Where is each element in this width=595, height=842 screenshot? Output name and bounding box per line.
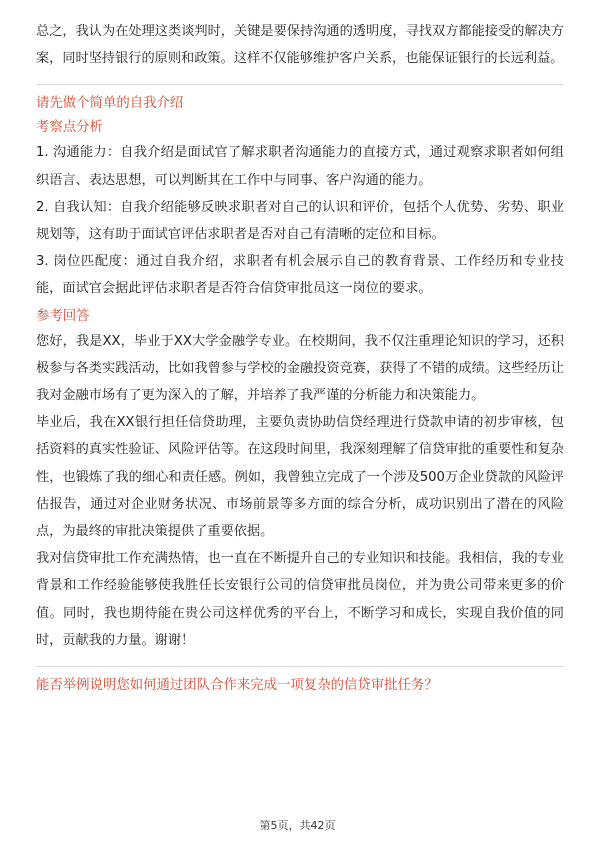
analysis-item: 3. 岗位匹配度：通过自我介绍，求职者有机会展示自己的教育背景、工作经历和专业技能，面试官会据此评估求职者是否符合信贷审批员这一岗位的要求。 bbox=[36, 254, 564, 297]
intro-paragraph: 总之，我认为在处理这类谈判时，关键是要保持沟通的透明度，寻找双方都能接受的解决方案，同时坚持银行的原则和政策。这样不仅能够维护客户关系，也能保证银行的长远利益。 bbox=[36, 24, 564, 67]
analysis-item: 2. 自我认知：自我介绍能够反映求职者对自己的认识和评价，包括个人优势、劣势、职业规划等，这有助于面试官评估求职者是否对自己有清晰的定位和目标。 bbox=[36, 199, 564, 243]
section-divider bbox=[36, 84, 564, 85]
answer-paragraph: 毕业后，我在XX银行担任信贷助理，主要负责协助信贷经理进行贷款申请的初步审核，包括资料的真实性验证、风险评估等。在这段时间里，我深刻理解了信贷审批的重要性和复杂性，也锻炼了我的细心和责任感。例如，我曾独立完成了一个涉及500万企业贷款的风险评估报告，通过对企业财务状况、市场前景等多方面的综合分析，成功识别出了潜在的风险点，为最终的审批决策提供了重要依据。 bbox=[36, 415, 564, 540]
page-footer: 第5页，共42页 bbox=[259, 819, 336, 832]
section-divider bbox=[36, 666, 564, 667]
answer-paragraph: 您好，我是XX，毕业于XX大学金融学专业。在校期间，我不仅注重理论知识的学习，还积极参与各类实践活动，比如我曾参与学校的金融投资竞赛，获得了不错的成绩。这些经历让我对金融市场有了更为深入的了解，并培养了我严谨的分析能力和决策能力。 bbox=[36, 333, 564, 404]
answer-paragraph: 我对信贷审批工作充满热情，也一直在不断提升自己的专业知识和技能。我相信，我的专业背景和工作经验能够使我胜任长安银行公司的信贷审批员岗位，并为贵公司带来更多的价值。同时，我也期待能在贵公司这样优秀的平台上，不断学习和成长，实现自我价值的同时，贡献我的力量。谢谢！ bbox=[36, 551, 564, 648]
question-heading: 请先做个简单的自我介绍 bbox=[36, 96, 184, 112]
analysis-item: 1. 沟通能力：自我介绍是面试官了解求职者沟通能力的直接方式，通过观察求职者如何组织语言、表达思想，可以判断其在工作中与同事、客户沟通的能力。 bbox=[36, 145, 564, 188]
analysis-heading: 考察点分析 bbox=[36, 120, 103, 136]
document-page bbox=[36, 18, 564, 696]
answer-heading: 参考回答 bbox=[36, 308, 90, 324]
next-question-heading: 能否举例说明您如何通过团队合作来完成一项复杂的信贷审批任务？ bbox=[36, 678, 438, 694]
